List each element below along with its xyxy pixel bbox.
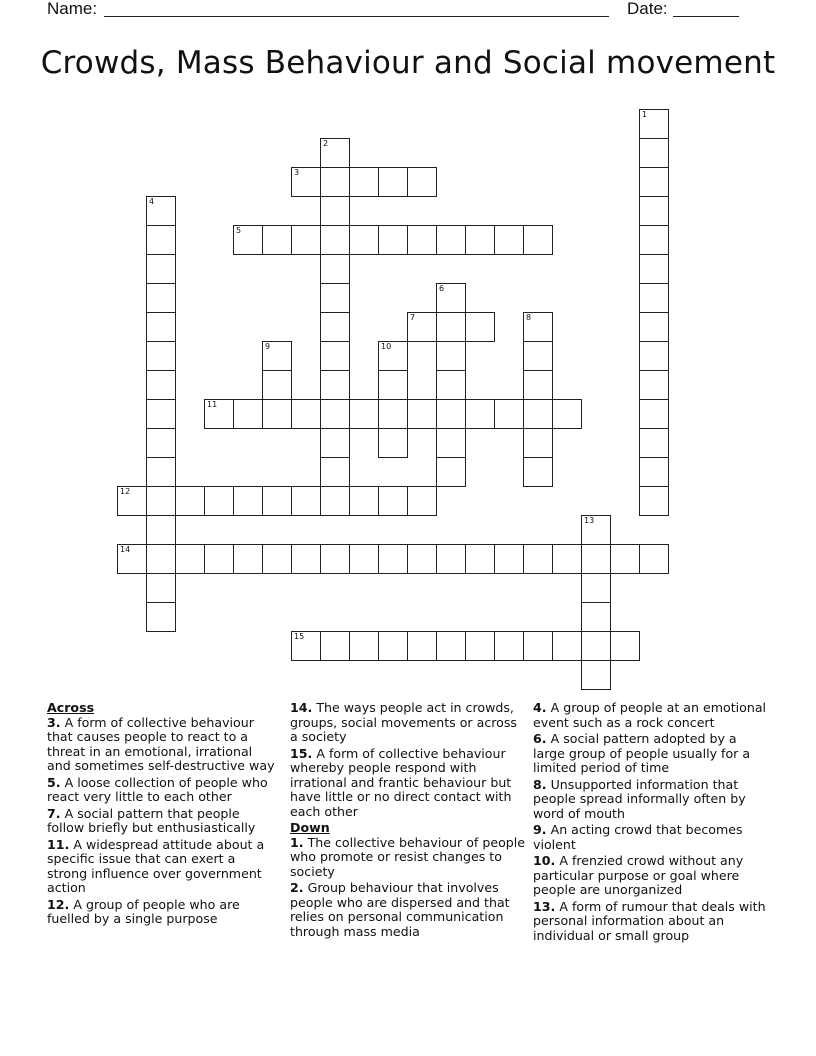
- crossword-cell[interactable]: [204, 399, 234, 429]
- clue-number: 13.: [533, 898, 556, 914]
- clue-down-8: [533, 778, 771, 822]
- across-heading: Across: [47, 700, 95, 715]
- crossword-cell[interactable]: [436, 399, 466, 429]
- clue-down-2: [290, 881, 526, 939]
- crossword-cell[interactable]: [146, 399, 176, 429]
- clue-text: A widespread attitude about a specific issue that can exert a strong influence over government action: [47, 836, 265, 895]
- crossword-cell[interactable]: [407, 312, 437, 342]
- crossword-cell[interactable]: [146, 428, 176, 458]
- clue-text: Unsupported information that people spread informally often by word of mouth: [533, 776, 746, 821]
- page-title: Crowds, Mass Behaviour and Social movement: [40, 45, 776, 81]
- crossword-cell[interactable]: [320, 312, 350, 342]
- crossword-cell[interactable]: [378, 399, 408, 429]
- crossword-cell[interactable]: [146, 254, 176, 284]
- crossword-cell[interactable]: [233, 399, 263, 429]
- clue-number: 15.: [290, 745, 313, 761]
- crossword-cell[interactable]: [291, 544, 321, 574]
- crossword-cell[interactable]: [320, 486, 350, 516]
- crossword-cell[interactable]: [639, 109, 669, 139]
- crossword-cell[interactable]: [320, 138, 350, 168]
- crossword-cell[interactable]: [581, 660, 611, 690]
- clue-number-label: 11: [207, 400, 218, 409]
- clues-column-3: [533, 701, 771, 945]
- clue-across-12: [47, 898, 279, 927]
- crossword-cell[interactable]: [465, 631, 495, 661]
- crossword-cell[interactable]: [291, 225, 321, 255]
- clue-number: 10.: [533, 853, 556, 868]
- name-label: Name:: [47, 0, 98, 18]
- clue-number-label: 3: [294, 168, 300, 177]
- crossword-cell[interactable]: [407, 399, 437, 429]
- crossword-cell[interactable]: [117, 486, 147, 516]
- crossword-cell[interactable]: [320, 283, 350, 313]
- clue-text: A group of people who are fuelled by a single purpose: [47, 896, 240, 926]
- crossword-cell[interactable]: [639, 283, 669, 313]
- clue-across-3: [47, 716, 279, 774]
- clue-text: A social pattern adopted by a large group of people usually for a limited period of time: [533, 731, 751, 775]
- crossword-cell[interactable]: [465, 312, 495, 342]
- crossword-cell[interactable]: [494, 225, 524, 255]
- crossword-cell[interactable]: [378, 631, 408, 661]
- crossword-cell[interactable]: [523, 225, 553, 255]
- clue-number-label: 5: [236, 226, 242, 235]
- crossword-cell[interactable]: [639, 196, 669, 226]
- crossword-cell[interactable]: [291, 486, 321, 516]
- clue-number-label: 6: [439, 284, 445, 293]
- crossword-cell[interactable]: [639, 457, 669, 487]
- clue-number-label: 1: [642, 110, 648, 119]
- clue-number-label: 7: [410, 313, 416, 322]
- clue-text: A form of collective behaviour that causes people to react to a threat in an emotional, irrational and sometimes self-destructive way: [47, 714, 275, 773]
- crossword-cell[interactable]: [146, 196, 176, 226]
- clue-number-label: 2: [323, 139, 329, 148]
- crossword-cell[interactable]: [436, 370, 466, 400]
- clue-across-5: [47, 776, 279, 805]
- crossword-cell[interactable]: [436, 544, 466, 574]
- crossword-cell[interactable]: [349, 486, 379, 516]
- clue-down-13: [533, 900, 771, 944]
- date-label: Date:: [627, 0, 668, 18]
- crossword-cell[interactable]: [639, 138, 669, 168]
- crossword-cell[interactable]: [581, 573, 611, 603]
- crossword-cell[interactable]: [349, 631, 379, 661]
- crossword-cell[interactable]: [320, 457, 350, 487]
- crossword-cell[interactable]: [465, 544, 495, 574]
- crossword-cell[interactable]: [262, 341, 292, 371]
- clue-number: 6.: [533, 731, 547, 746]
- crossword-cell[interactable]: [407, 167, 437, 197]
- clue-number: 9.: [533, 822, 547, 837]
- crossword-cell[interactable]: [639, 225, 669, 255]
- clue-down-4: [533, 701, 771, 730]
- crossword-cell[interactable]: [291, 399, 321, 429]
- crossword-cell[interactable]: [291, 631, 321, 661]
- crossword-cell[interactable]: [262, 370, 292, 400]
- clue-text: A social pattern that people follow briefly but enthusiastically: [47, 805, 256, 835]
- crossword-cell[interactable]: [465, 399, 495, 429]
- crossword-cell[interactable]: [320, 428, 350, 458]
- crossword-cell[interactable]: [262, 486, 292, 516]
- clue-text: The ways people act in crowds, groups, social movements or across a society: [290, 700, 517, 744]
- crossword-cell[interactable]: [146, 486, 176, 516]
- crossword-cell[interactable]: [552, 631, 582, 661]
- clue-number: 7.: [47, 805, 61, 821]
- clue-text: A group of people at an emotional event such as a rock concert: [533, 700, 767, 730]
- clue-number: 14.: [290, 700, 313, 715]
- crossword-cell[interactable]: [320, 225, 350, 255]
- crossword-cell[interactable]: [523, 428, 553, 458]
- clue-text: An acting crowd that becomes violent: [533, 822, 743, 852]
- clue-across-15: [290, 747, 526, 820]
- crossword-cell[interactable]: [436, 457, 466, 487]
- crossword-cell[interactable]: [639, 486, 669, 516]
- crossword-cell[interactable]: [378, 544, 408, 574]
- crossword-cell[interactable]: [320, 399, 350, 429]
- crossword-cell[interactable]: [349, 225, 379, 255]
- crossword-cell[interactable]: [146, 457, 176, 487]
- clue-down-6: [533, 732, 771, 776]
- crossword-cell[interactable]: [523, 631, 553, 661]
- clue-number-label: 8: [526, 313, 532, 322]
- crossword-cell[interactable]: [465, 225, 495, 255]
- crossword-cell[interactable]: [610, 631, 640, 661]
- crossword-cell[interactable]: [233, 486, 263, 516]
- crossword-cell[interactable]: [523, 457, 553, 487]
- crossword-cell[interactable]: [494, 399, 524, 429]
- crossword-cell[interactable]: [494, 544, 524, 574]
- crossword-cell[interactable]: [407, 486, 437, 516]
- clue-number-label: 13: [584, 516, 595, 525]
- crossword-cell[interactable]: [436, 312, 466, 342]
- clue-number: 12.: [47, 896, 70, 912]
- crossword-cell[interactable]: [639, 341, 669, 371]
- crossword-cell[interactable]: [117, 544, 147, 574]
- crossword-cell[interactable]: [262, 399, 292, 429]
- crossword-cell[interactable]: [320, 631, 350, 661]
- crossword-cell[interactable]: [320, 544, 350, 574]
- clue-text: The collective behaviour of people who promote or resist changes to society: [290, 834, 526, 879]
- crossword-cell[interactable]: [291, 167, 321, 197]
- crossword-cell[interactable]: [552, 399, 582, 429]
- clue-number: 1.: [290, 834, 304, 850]
- crossword-cell[interactable]: [378, 486, 408, 516]
- clue-number-label: 4: [149, 197, 155, 206]
- crossword-cell[interactable]: [639, 544, 669, 574]
- down-heading: Down: [290, 820, 330, 835]
- crossword-cell[interactable]: [436, 428, 466, 458]
- clue-down-9: [533, 823, 771, 852]
- crossword-cell[interactable]: [581, 631, 611, 661]
- clue-number: 5.: [47, 774, 61, 790]
- crossword-cell[interactable]: [320, 341, 350, 371]
- crossword-cell[interactable]: [581, 515, 611, 545]
- crossword-cell[interactable]: [175, 486, 205, 516]
- crossword-cell[interactable]: [523, 544, 553, 574]
- clue-number: 11.: [47, 836, 70, 852]
- crossword-cell[interactable]: [639, 428, 669, 458]
- crossword-cell[interactable]: [639, 254, 669, 284]
- crossword-cell[interactable]: [146, 312, 176, 342]
- crossword-cell[interactable]: [378, 167, 408, 197]
- clue-text: Group behaviour that involves people who are dispersed and that relies on personal communication through mass media: [290, 880, 510, 939]
- crossword-cell[interactable]: [320, 370, 350, 400]
- clue-down-10: [533, 854, 771, 898]
- crossword-cell[interactable]: [523, 399, 553, 429]
- crossword-cell[interactable]: [639, 370, 669, 400]
- crossword-cell[interactable]: [349, 544, 379, 574]
- crossword-cell[interactable]: [233, 225, 263, 255]
- crossword-cell[interactable]: [552, 544, 582, 574]
- clue-number-label: 9: [265, 342, 271, 351]
- crossword-cell[interactable]: [407, 225, 437, 255]
- crossword-cell[interactable]: [407, 631, 437, 661]
- crossword-cell[interactable]: [523, 341, 553, 371]
- crossword-cell[interactable]: [146, 370, 176, 400]
- crossword-cell[interactable]: [320, 167, 350, 197]
- crossword-cell[interactable]: [233, 544, 263, 574]
- crossword-cell[interactable]: [378, 341, 408, 371]
- crossword-cell[interactable]: [204, 486, 234, 516]
- crossword-cell[interactable]: [378, 370, 408, 400]
- crossword-cell[interactable]: [639, 399, 669, 429]
- clue-number: 2.: [290, 880, 304, 895]
- crossword-cell[interactable]: [436, 631, 466, 661]
- clue-down-1: [290, 836, 526, 880]
- crossword-cell[interactable]: [262, 225, 292, 255]
- clue-number-label: 14: [120, 545, 131, 554]
- clue-text: A loose collection of people who react very little to each other: [47, 774, 268, 804]
- crossword-cell[interactable]: [523, 370, 553, 400]
- clue-number-label: 10: [381, 342, 392, 351]
- crossword-cell[interactable]: [639, 167, 669, 197]
- crossword-cell[interactable]: [146, 225, 176, 255]
- crossword-cell[interactable]: [581, 602, 611, 632]
- crossword-cell[interactable]: [146, 341, 176, 371]
- clue-across-14: [290, 701, 526, 745]
- clue-text: A frenzied crowd without any particular purpose or goal where people are unorganized: [533, 853, 744, 897]
- clues-column-2: [290, 701, 526, 941]
- crossword-cell[interactable]: [175, 544, 205, 574]
- crossword-cell[interactable]: [494, 631, 524, 661]
- crossword-cell[interactable]: [320, 254, 350, 284]
- clue-across-11: [47, 838, 279, 896]
- clue-number-label: 12: [120, 487, 131, 496]
- crossword-cell[interactable]: [349, 167, 379, 197]
- crossword-cell[interactable]: [581, 544, 611, 574]
- crossword-cell[interactable]: [639, 312, 669, 342]
- crossword-cell[interactable]: [523, 312, 553, 342]
- crossword-cell[interactable]: [146, 544, 176, 574]
- clue-number: 3.: [47, 714, 61, 730]
- clue-text: A form of collective behaviour whereby people respond with irrational and frantic behaviour but have little or no direct contact with each other: [290, 745, 512, 819]
- crossword-cell[interactable]: [146, 573, 176, 603]
- crossword-cell[interactable]: [262, 544, 292, 574]
- crossword-cell[interactable]: [204, 544, 234, 574]
- crossword-cell[interactable]: [320, 196, 350, 226]
- crossword-cell[interactable]: [146, 602, 176, 632]
- clue-number: 8.: [533, 776, 547, 792]
- crossword-cell[interactable]: [146, 515, 176, 545]
- clue-text: A form of rumour that deals with personal information about an individual or small group: [533, 898, 766, 943]
- clues-column-1: [47, 701, 279, 929]
- clue-number: 4.: [533, 700, 547, 715]
- crossword-cell[interactable]: [349, 399, 379, 429]
- crossword-cell[interactable]: [407, 544, 437, 574]
- crossword-cell[interactable]: [610, 544, 640, 574]
- crossword-cell[interactable]: [378, 225, 408, 255]
- crossword-cell[interactable]: [378, 428, 408, 458]
- crossword-cell[interactable]: [436, 283, 466, 313]
- crossword-cell[interactable]: [436, 225, 466, 255]
- crossword-cell[interactable]: [436, 341, 466, 371]
- crossword-cell[interactable]: [146, 283, 176, 313]
- clue-number-label: 15: [294, 632, 305, 641]
- clue-across-7: [47, 807, 279, 836]
